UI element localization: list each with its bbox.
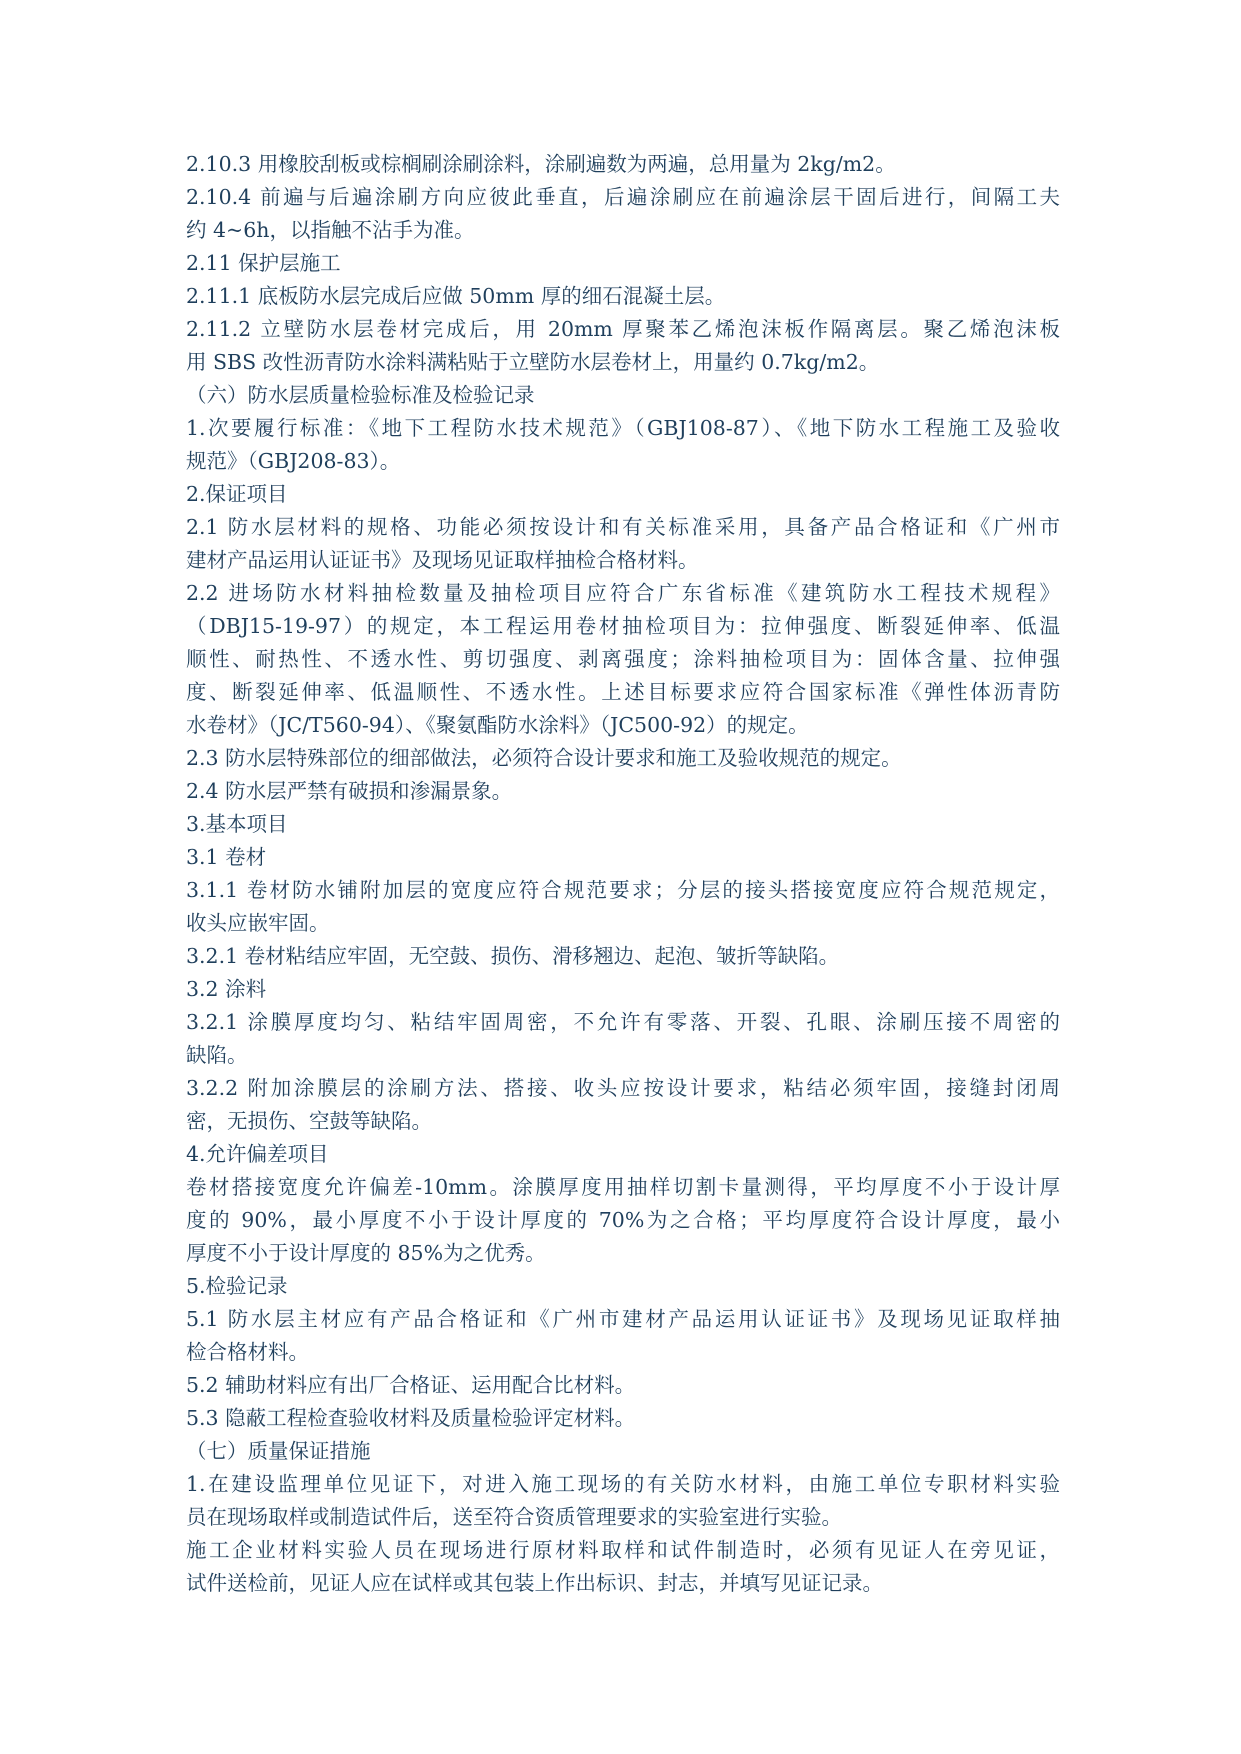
- text-line: 检合格材料。: [186, 1340, 309, 1364]
- text-line: 度的 90%，最小厚度不小于设计厚度的 70%为之合格；平均厚度符合设计厚度，最小: [186, 1208, 1060, 1232]
- text-line: 1.在建设监理单位见证下，对进入施工现场的有关防水材料，由施工单位专职材料实验: [186, 1472, 1060, 1496]
- text-line: 3.2.2 附加涂膜层的涂刷方法、搭接、收头应按设计要求，粘结必须牢固，接缝封闭周: [186, 1076, 1060, 1100]
- text-line: 2.4 防水层严禁有破损和渗漏景象。: [186, 779, 513, 803]
- text-line: 卷材搭接宽度允许偏差-10mm。涂膜厚度用抽样切割卡量测得，平均厚度不小于设计厚: [186, 1175, 1060, 1199]
- text-line: 收头应嵌牢固。: [186, 911, 330, 935]
- text-line: 试件送检前，见证人应在试样或其包装上作出标识、封志，并填写见证记录。: [186, 1571, 883, 1595]
- text-line: 顺性、耐热性、不透水性、剪切强度、剥离强度；涂料抽检项目为：固体含量、拉伸强: [186, 647, 1060, 671]
- text-line: 3.1 卷材: [186, 845, 267, 869]
- text-line: 2.10.3 用橡胶刮板或棕榈刷涂刷涂料，涂刷遍数为两遍，总用量为 2kg/m2。: [186, 152, 896, 176]
- text-line: （六）防水层质量检验标准及检验记录: [186, 383, 535, 407]
- text-line: 员在现场取样或制造试件后，送至符合资质管理要求的实验室进行实验。: [186, 1505, 842, 1529]
- text-line: 2.11 保护层施工: [186, 251, 341, 275]
- text-line: 厚度不小于设计厚度的 85%为之优秀。: [186, 1241, 546, 1265]
- text-line: 5.3 隐蔽工程检查验收材料及质量检验评定材料。: [186, 1406, 636, 1430]
- text-line: 建材产品运用认证证书》及现场见证取样抽检合格材料。: [186, 548, 699, 572]
- text-line: 3.基本项目: [186, 812, 288, 836]
- text-line: 5.2 辅助材料应有出厂合格证、运用配合比材料。: [186, 1373, 636, 1397]
- text-line: （DBJ15-19-97）的规定，本工程运用卷材抽检项目为：拉伸强度、断裂延伸率、低温: [186, 614, 1060, 638]
- text-line: 3.2 涂料: [186, 977, 267, 1001]
- text-line: 2.11.2 立壁防水层卷材完成后，用 20mm 厚聚苯乙烯泡沫板作隔离层。聚乙烯泡沫板: [186, 317, 1060, 341]
- text-line: （七）质量保证措施: [186, 1439, 371, 1463]
- text-line: 4.允许偏差项目: [186, 1142, 329, 1166]
- text-line: 水卷材》（JC/T560-94）、《聚氨酯防水涂料》（JC500-92）的规定。: [186, 713, 809, 737]
- text-line: 2.2 进场防水材料抽检数量及抽检项目应符合广东省标准《建筑防水工程技术规程》: [186, 581, 1060, 605]
- text-line: 密，无损伤、空鼓等缺陷。: [186, 1109, 432, 1133]
- text-line: 2.1 防水层材料的规格、功能必须按设计和有关标准采用，具备产品合格证和《广州市: [186, 515, 1060, 539]
- text-line: 3.2.1 卷材粘结应牢固，无空鼓、损伤、滑移翘边、起泡、皱折等缺陷。: [186, 944, 840, 968]
- text-line: 2.保证项目: [186, 482, 288, 506]
- text-line: 3.2.1 涂膜厚度均匀、粘结牢固周密，不允许有零落、开裂、孔眼、涂刷压接不周密的: [186, 1010, 1060, 1034]
- text-line: 用 SBS 改性沥青防水涂料满粘贴于立壁防水层卷材上，用量约 0.7kg/m2。: [186, 350, 880, 374]
- text-line: 施工企业材料实验人员在现场进行原材料取样和试件制造时，必须有见证人在旁见证，: [186, 1538, 1060, 1562]
- text-line: 2.10.4 前遍与后遍涂刷方向应彼此垂直，后遍涂刷应在前遍涂层干固后进行，间隔工夫: [186, 185, 1060, 209]
- text-line: 5.1 防水层主材应有产品合格证和《广州市建材产品运用认证证书》及现场见证取样抽: [186, 1307, 1060, 1331]
- text-line: 2.11.1 底板防水层完成后应做 50mm 厚的细石混凝土层。: [186, 284, 726, 308]
- text-line: 度、断裂延伸率、低温顺性、不透水性。上述目标要求应符合国家标准《弹性体沥青防: [186, 680, 1060, 704]
- text-line: 约 4~6h，以指触不沾手为准。: [186, 218, 475, 242]
- text-line: 缺陷。: [186, 1043, 248, 1067]
- text-line: 1.次要履行标准：《地下工程防水技术规范》（GBJ108-87）、《地下防水工程施工及验收: [186, 416, 1060, 440]
- text-line: 2.3 防水层特殊部位的细部做法，必须符合设计要求和施工及验收规范的规定。: [186, 746, 902, 770]
- text-line: 规范》（GBJ208-83）。: [186, 449, 401, 473]
- text-line: 3.1.1 卷材防水铺附加层的宽度应符合规范要求；分层的接头搭接宽度应符合规范规定，: [186, 878, 1060, 902]
- document-body: [186, 148, 1060, 1600]
- text-line: 5.检验记录: [186, 1274, 288, 1298]
